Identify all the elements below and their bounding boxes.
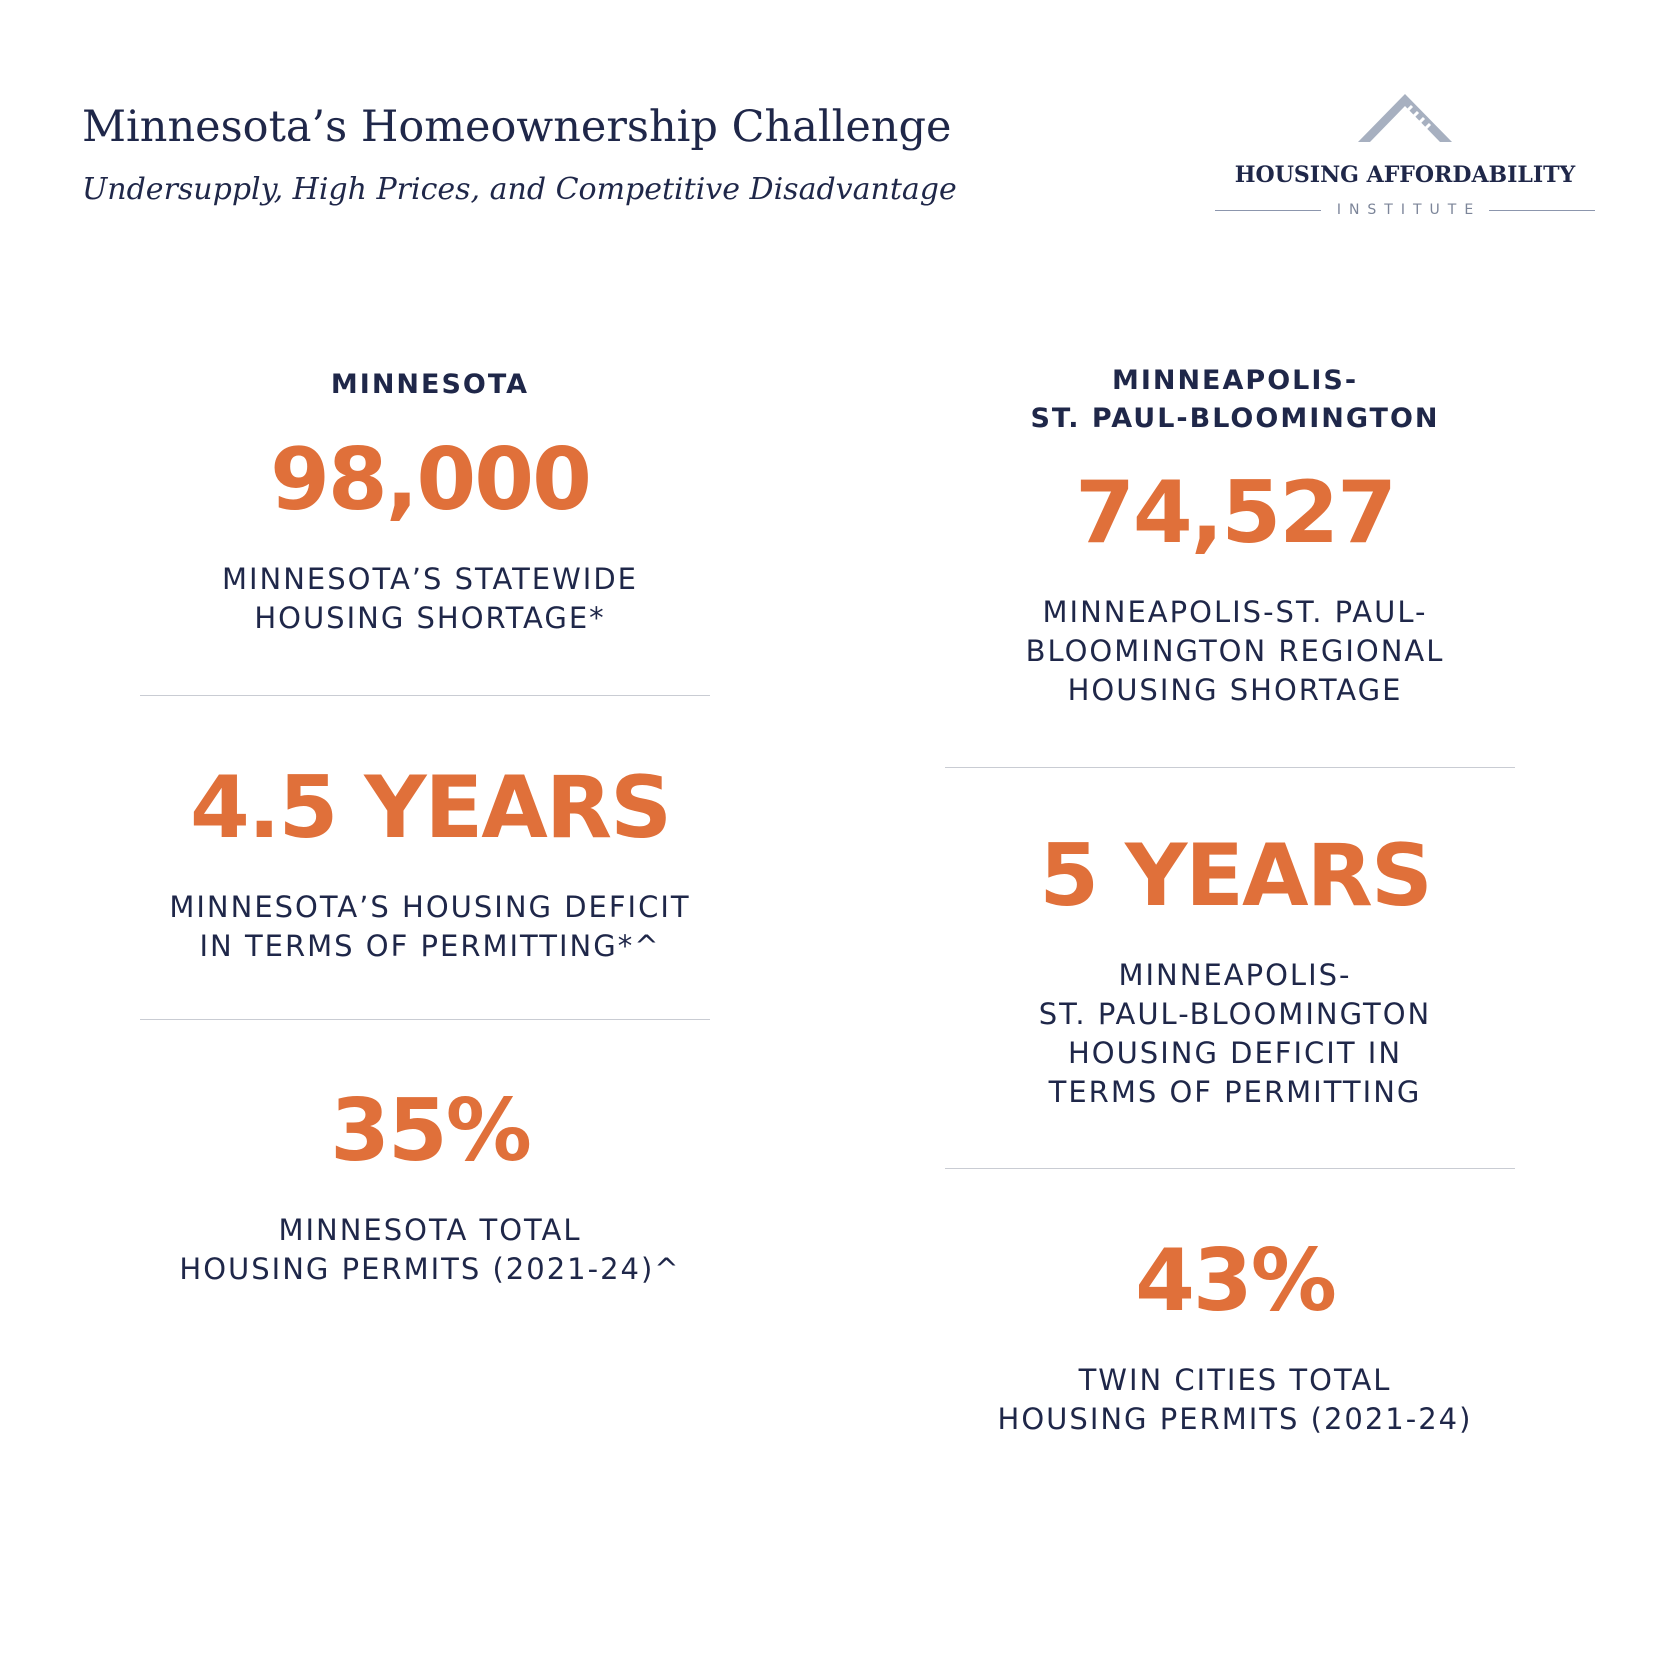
logo-name: HOUSING AFFORDABILITY	[1234, 162, 1576, 188]
stat-label: MINNESOTA’S HOUSING DEFICIT IN TERMS OF PERMITTING*^	[169, 890, 691, 963]
stat-label: MINNEAPOLIS- ST. PAUL-BLOOMINGTON HOUSING DEFICIT IN TERMS OF PERMITTING	[1038, 958, 1432, 1109]
stat-regional-deficit	[945, 828, 1525, 1112]
page-title: Minnesota’s Homeownership Challenge	[82, 102, 952, 152]
region-heading-metro: MINNEAPOLIS- ST. PAUL-BLOOMINGTON	[1030, 365, 1440, 434]
stat-value: 43%	[1135, 1231, 1335, 1331]
stat-label: MINNESOTA TOTAL HOUSING PERMITS (2021-24)^	[179, 1213, 681, 1286]
divider	[140, 695, 710, 696]
logo-subname: INSTITUTE	[1336, 202, 1482, 218]
stat-regional-shortage	[945, 465, 1525, 710]
stat-value: 5 YEARS	[1039, 826, 1431, 926]
stat-value: 35%	[330, 1081, 530, 1181]
stat-value: 4.5 YEARS	[189, 758, 671, 858]
logo-rule-right	[1489, 210, 1595, 211]
stat-housing-deficit	[140, 760, 720, 966]
institute-logo	[1215, 92, 1595, 227]
stat-label: MINNEAPOLIS-ST. PAUL- BLOOMINGTON REGIONAL HOUSING SHORTAGE	[1025, 595, 1445, 707]
stat-value: 74,527	[1075, 463, 1395, 563]
stat-twin-cities-permits	[945, 1233, 1525, 1439]
stat-label: TWIN CITIES TOTAL HOUSING PERMITS (2021-24)	[997, 1363, 1473, 1436]
divider	[140, 1019, 710, 1020]
logo-subline	[1215, 202, 1595, 218]
page-subtitle: Undersupply, High Prices, and Competitive Disadvantage	[82, 172, 957, 207]
stat-value: 98,000	[270, 430, 590, 530]
divider	[945, 767, 1515, 768]
stat-housing-shortage	[140, 432, 720, 638]
stat-label: MINNESOTA’S STATEWIDE HOUSING SHORTAGE*	[221, 562, 639, 635]
region-heading-minnesota: MINNESOTA	[330, 369, 530, 400]
logo-rule-left	[1215, 210, 1321, 211]
divider	[945, 1168, 1515, 1169]
house-roof-icon	[1358, 92, 1452, 144]
stat-housing-permits	[140, 1083, 720, 1289]
